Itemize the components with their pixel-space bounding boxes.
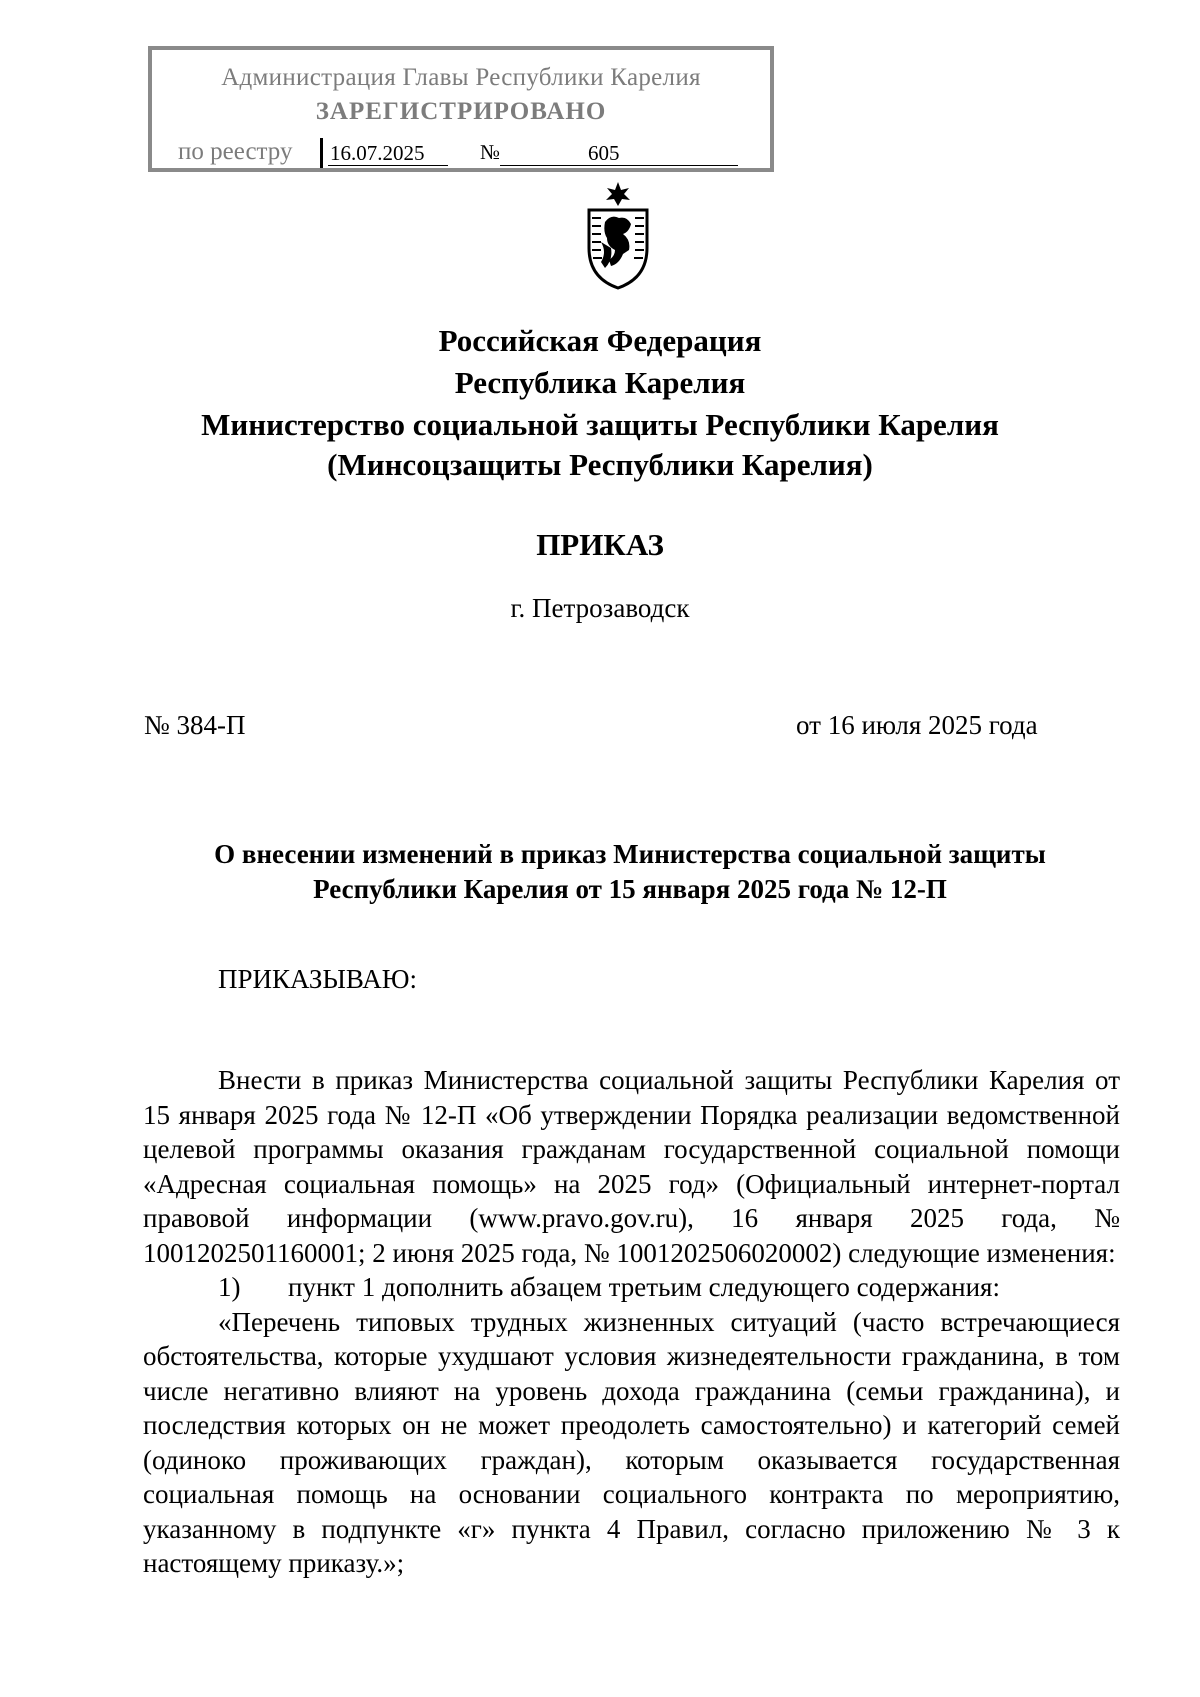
stamp-number-sign: № — [480, 140, 501, 164]
list-item-1 — [143, 1270, 1120, 1305]
stamp-number-underline — [500, 165, 738, 166]
stamp-date: 16.07.2025 — [330, 141, 425, 165]
order-title: ПРИКАЗ — [536, 527, 664, 562]
stamp-registry-label: по реестру — [178, 138, 293, 165]
order-number: № 384-П — [144, 710, 246, 740]
karelia-coat-of-arms-icon — [583, 180, 653, 290]
decree-word: ПРИКАЗЫВАЮ: — [218, 964, 417, 994]
header-country: Российская Федерация — [438, 323, 762, 358]
header-republic: Республика Карелия — [454, 365, 746, 400]
list-item-number: 1) — [218, 1272, 241, 1302]
stamp-registered: ЗАРЕГИСТРИРОВАНО — [315, 98, 607, 125]
order-date: от 16 июля 2025 года — [796, 710, 1038, 740]
header-ministry-short: (Минсоцзащиты Республики Карелия) — [327, 447, 873, 482]
list-item-text: пункт 1 дополнить абзацем третьим следующего содержания: — [288, 1272, 1000, 1302]
subject-line-2: Республики Карелия от 15 января 2025 года № 12-П — [313, 874, 947, 904]
stamp-authority: Администрация Главы Республики Карелия — [221, 64, 701, 91]
header-ministry: Министерство социальной защиты Республики Карелия — [201, 407, 999, 442]
order-city: г. Петрозаводск — [510, 593, 690, 623]
stamp-date-underline — [328, 165, 448, 166]
body-intro: Внести в приказ Министерства социальной защиты Республики Карелия от 15 января 2025 года № 12-П «Об утверждении Порядка реализации ведомственной целевой программы оказания гражданам государственной социальной помощи «Адресная социальная помощь» на 2025 год» (Официальный интернет-портал правовой информации (www.pravo.gov.ru), 16 января 2025 года, № 1001202501160001; 2 июня 2025 года, № 1001202506020002) следующие изменения: — [143, 1065, 1120, 1268]
stamp-registry-line — [178, 138, 740, 168]
stamp-number: 605 — [588, 141, 620, 165]
stamp-divider — [320, 138, 323, 168]
order-body — [143, 1063, 1120, 1581]
subject-line-1: О внесении изменений в приказ Министерства социальной защиты — [214, 839, 1046, 869]
order-subject — [140, 837, 1120, 907]
registration-stamp — [148, 46, 774, 172]
body-quote: «Перечень типовых трудных жизненных ситуаций (часто встречающиеся обстоятельства, которые ухудшают условия жизнедеятельности гражданина, в том числе негативно влияют на уровень дохода гражданина (семьи гражданина), и последствия которых он не может преодолеть самостоятельно) и категорий семей (одиноко проживающих граждан), которым оказывается государственная социальная помощь на основании социального контракта по мероприятию, указанному в подпункте «г» пункта 4 Правил, согласно приложению № 3 к настоящему приказу.»; — [143, 1306, 1120, 1578]
